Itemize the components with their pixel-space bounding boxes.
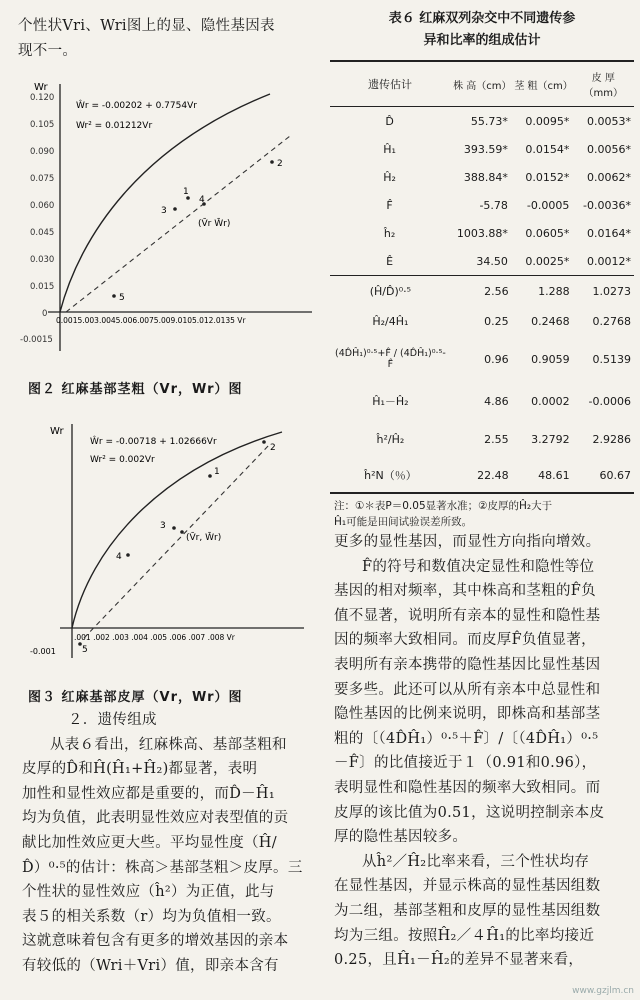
- table-header: [330, 60, 634, 107]
- fig2-y-zero: 0: [42, 309, 48, 319]
- body-line: 因的频率大致相同。而皮厚F̂负值显著，: [334, 632, 596, 649]
- table-row: [330, 420, 634, 458]
- table-row: [330, 306, 634, 336]
- fig2-point-label: 4: [199, 195, 205, 205]
- body-line: 要多些。此还可以从所有亲本中总显性和: [334, 681, 601, 698]
- table-row: [330, 191, 634, 219]
- table-cell: 0.96: [484, 352, 509, 366]
- fig2-y-axis-label: Wr: [34, 82, 48, 93]
- body-line: 在显性基因，并显示株高的显性基因组数: [334, 878, 601, 895]
- table-cell: 0.0152*: [525, 170, 570, 184]
- table-row: [330, 458, 634, 492]
- fig2-y-tick: 0.120: [30, 93, 55, 103]
- fig3-point-label: 2: [270, 443, 276, 453]
- fig2-point-label: 1: [183, 187, 189, 197]
- table-cell: 34.50: [476, 254, 508, 268]
- table-title-line: 表６ 红麻双列杂交中不同遗传参: [388, 11, 576, 26]
- table-cell: -0.0005: [526, 198, 570, 212]
- body-line: F̂的符号和数值决定显性和隐性等位: [362, 558, 595, 575]
- fig2-y-tick: 0.015: [30, 282, 55, 292]
- table-cell: 0.25: [484, 314, 509, 328]
- table-cell: 60.67: [599, 468, 631, 482]
- table-row: [330, 219, 634, 247]
- watermark: www.gzjlm.cn: [572, 986, 634, 996]
- table-body-top: [330, 107, 634, 275]
- body-line: 粗的〔（4D̂Ĥ₁）⁰·⁵＋F̂〕/〔（4D̂Ĥ₁）⁰·⁵: [334, 730, 599, 747]
- table-cell: 2.9286: [592, 432, 631, 446]
- intro-line: 现不一。: [18, 42, 78, 59]
- table-cell: 22.48: [477, 468, 509, 482]
- fig3-mean-label: (V̄r, W̄r): [186, 533, 222, 543]
- table-cell: 1003.88*: [456, 226, 508, 240]
- table-row: [330, 382, 634, 420]
- body-line: 表５的相关系数（r）均为负值相一致。: [22, 908, 281, 925]
- fig3-point-3: [172, 526, 176, 530]
- body-line: 表明显性和隐性基因的频率大致相同。而: [334, 779, 601, 796]
- table-cell: 4.86: [484, 394, 509, 408]
- table-cell: D̂: [385, 114, 394, 128]
- table-cell: 2.56: [484, 284, 509, 298]
- fig2-point-label: 2: [277, 159, 283, 169]
- body-line: 均为负值，此表明显性效应对表型值的贡: [22, 810, 289, 827]
- body-line: 从ĥ²／Ĥ₂比率来看，三个性状均存: [362, 853, 590, 870]
- body-line: 隐性基因的比例来说明，即株高和基部茎: [334, 706, 601, 723]
- table-row: [330, 336, 634, 382]
- body-line: 均为三组。按照Ĥ₂／４Ĥ₁的比率均接近: [334, 927, 595, 944]
- fig3-point-label: 3: [160, 521, 166, 531]
- table-body-bottom: [330, 276, 634, 492]
- table-cell: (Ĥ/D̂)⁰·⁵: [369, 284, 412, 298]
- fig2-y-tick: 0.060: [30, 201, 55, 211]
- fig2-x-ticks: 0.0015.003.0045.006.0075.009.0105.012.0135 Vr: [56, 316, 246, 325]
- body-line: 为二组，基部茎粗和皮厚的显性基因组数: [334, 902, 601, 919]
- fig2-point-3: [173, 207, 177, 211]
- fig2-y-tick: 0.075: [30, 174, 55, 184]
- body-line: D̂）⁰·⁵的估计：株高＞基部茎粗＞皮厚。三: [22, 859, 303, 876]
- table-cell: 0.0053*: [587, 114, 631, 128]
- fig3-point-label: 5: [82, 645, 88, 655]
- table-6-title: [332, 8, 632, 52]
- figure-3-chart: [20, 418, 320, 668]
- fig3-point-4: [180, 530, 184, 534]
- table-cell: 0.0062*: [587, 170, 631, 184]
- body-line: 表明所有亲本携带的隐性基因比显性基因: [334, 656, 601, 673]
- fig2-point-label: 3: [161, 206, 167, 216]
- body-line: 值不显著，说明所有亲本的显性和隐性基: [334, 607, 601, 624]
- table-cell: 3.2792: [531, 432, 570, 446]
- table-row: [330, 163, 634, 191]
- fig2-point-5: [112, 294, 116, 298]
- left-intro: [18, 14, 308, 63]
- table-cell: Ĥ₁－Ĥ₂: [372, 395, 409, 408]
- fig3-point-1: [208, 474, 212, 478]
- body-line: 有较低的（Wri＋Vri）值，即亲本含有: [22, 957, 279, 974]
- fig3-point-4b: [126, 553, 130, 557]
- fig3-parabola-eq: Wr² = 0.002Vr: [90, 455, 155, 465]
- body-line: 基因的相对频率，其中株高和茎粗的F̂负: [334, 583, 596, 600]
- body-line: 从表６看出，红麻株高、基部茎粗和: [50, 736, 287, 753]
- fig2-y-tick: 0.090: [30, 147, 55, 157]
- fig3-y-neg: -0.001: [30, 647, 56, 656]
- table-row: [330, 247, 634, 275]
- figure-3-caption: 图３ 红麻基部皮厚（Vr，Wr）图: [28, 690, 243, 705]
- table-cell: 1.288: [538, 284, 570, 298]
- table-cell: (4D̂Ĥ₁)⁰·⁵+F̂ / (4D̂Ĥ₁)⁰·⁵-F̂: [335, 348, 446, 370]
- intro-line: 个性状Vri、Wri图上的显、隐性基因表: [18, 18, 275, 34]
- figure-2-caption: 图２ 红麻基部茎粗（Vr，Wr）图: [28, 382, 243, 397]
- body-line: 个性状的显性效应（ĥ²）为正值，此与: [22, 884, 275, 901]
- table-cell: 0.0002: [531, 394, 570, 408]
- table-cell: 0.2768: [592, 314, 631, 328]
- fig2-y-ticks: [20, 93, 54, 345]
- table-cell: 0.0025*: [525, 254, 570, 268]
- body-line: 厚的隐性基因较多。: [334, 829, 468, 846]
- table-cell: 48.61: [538, 468, 570, 482]
- figure-2-chart: [20, 76, 320, 366]
- body-line: 加性和显性效应都是重要的，而D̂－Ĥ₁: [22, 785, 275, 802]
- fig3-y-axis-label: Wr: [50, 426, 64, 437]
- table-cell: Ê: [386, 254, 394, 268]
- table-cell: 0.0164*: [587, 226, 631, 240]
- table-note: [330, 494, 634, 530]
- table-cell: 0.9059: [531, 352, 570, 366]
- table-cell: Ĥ₂: [383, 170, 396, 184]
- fig3-point-2: [262, 440, 266, 444]
- fig2-point-2: [270, 160, 274, 164]
- fig2-y-tick: 0.030: [30, 255, 55, 265]
- fig2-point-label: 5: [119, 293, 125, 303]
- body-line: 皮厚的D̂和Ĥ(Ĥ₁+Ĥ₂)都显著，表明: [22, 761, 258, 778]
- fig2-mean-label: (V̄r W̄r): [198, 219, 231, 229]
- table-cell: 0.0154*: [525, 142, 570, 156]
- body-line: 皮厚的该比值为0.51，这说明控制亲本皮: [334, 804, 605, 821]
- table-row: [330, 276, 634, 306]
- table-6: [330, 60, 634, 530]
- left-body-text: [22, 708, 322, 979]
- fig3-regression-line: [84, 444, 270, 638]
- table-cell: -0.0036*: [583, 198, 631, 212]
- table-cell: 1.0273: [592, 284, 631, 298]
- body-line: 献比加性效应更大些。平均显性度（Ĥ/: [22, 834, 277, 851]
- table-title-line: 异和比率的组成估计: [423, 33, 541, 48]
- fig3-point-label: 1: [214, 467, 220, 477]
- body-line: 这就意味着包含有更多的增效基因的亲本: [22, 933, 289, 950]
- fig2-y-tick: 0.105: [30, 120, 55, 130]
- fig2-regression-eq: Ŵr = -0.00202 + 0.7754Vr: [76, 101, 197, 111]
- note-line: 注：①＊表P＝0.05显著水准；②皮厚的Ĥ₂大于: [334, 500, 553, 512]
- header-cell: 株 高（cm）: [453, 80, 512, 92]
- table-cell: 0.0605*: [525, 226, 570, 240]
- table-cell: Ĥ₂/4Ĥ₁: [372, 314, 409, 328]
- header-cell: 皮 厚（mm）: [583, 73, 624, 99]
- table-cell: 0.5139: [592, 352, 631, 366]
- table-cell: 388.84*: [463, 170, 508, 184]
- header-cell: 遗传估计: [368, 78, 413, 91]
- body-line: 0.25，且Ĥ₁－Ĥ₂的差异不显著来看，: [334, 952, 584, 969]
- fig3-point-label: 4: [116, 552, 122, 562]
- right-body-text: [334, 530, 634, 973]
- table-cell: 0.2468: [531, 314, 570, 328]
- header-cell: 茎 粗（cm）: [514, 80, 573, 92]
- fig3-regression-eq: Ŵr = -0.00718 + 1.02666Vr: [90, 437, 217, 447]
- fig2-y-tick: 0.045: [30, 228, 55, 238]
- table-cell: 2.55: [484, 432, 509, 446]
- table-row: [330, 135, 634, 163]
- fig3-x-ticks: .001 .002 .003 .004 .005 .006 .007 .008 Vr: [74, 633, 235, 642]
- body-line: 更多的显性基因，而显性方向指向增效。: [334, 534, 601, 550]
- fig2-parabola-eq: Wr² = 0.01212Vr: [76, 121, 153, 131]
- table-cell: 393.59*: [463, 142, 508, 156]
- table-cell: 55.73*: [470, 114, 508, 128]
- table-cell: Ĥ₁: [383, 142, 396, 156]
- table-row: [330, 107, 634, 135]
- section-heading: ２．遗传组成: [68, 712, 157, 728]
- table-cell: 0.0012*: [587, 254, 631, 268]
- table-cell: ĥ²/Ĥ₂: [376, 432, 405, 446]
- table-cell: ĥ₂: [383, 226, 396, 240]
- fig2-y-neg: -0.0015: [20, 335, 53, 345]
- table-cell: ĥ²N（％）: [364, 469, 417, 482]
- table-cell: -5.78: [479, 198, 508, 212]
- table-cell: -0.0006: [588, 394, 631, 408]
- body-line: －F̂〕的比值接近于１（0.91和0.96），: [334, 755, 597, 772]
- table-cell: F̂: [386, 198, 393, 212]
- table-cell: 0.0056*: [587, 142, 631, 156]
- note-line: Ĥ₁可能是田间试验误差所致。: [334, 516, 473, 528]
- table-cell: 0.0095*: [525, 114, 570, 128]
